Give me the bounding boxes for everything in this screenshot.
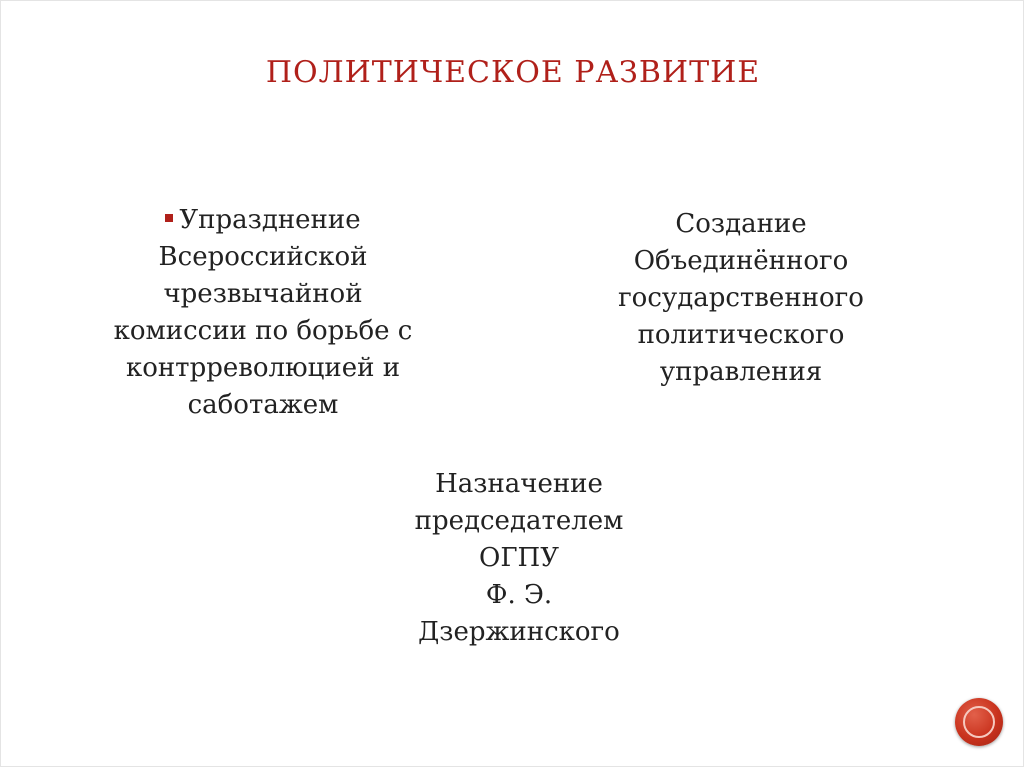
square-bullet-icon xyxy=(165,214,173,222)
right-text-block xyxy=(541,206,941,391)
left-line-2: Всероссийской xyxy=(158,242,368,272)
left-line-6: саботажем xyxy=(187,390,339,420)
left-line-5: контрреволюцией и xyxy=(125,353,401,383)
right-line-2: Объединённого xyxy=(633,246,849,276)
left-line-4: комиссии по борьбе с xyxy=(113,316,413,346)
center-line-3: ОГПУ xyxy=(479,543,559,573)
right-line-5: управления xyxy=(659,357,823,387)
left-line-3: чрезвычайной xyxy=(163,279,363,309)
center-line-4: Ф. Э. xyxy=(485,580,553,610)
left-line-1-text: Упразднение xyxy=(179,205,361,235)
nav-button-ring xyxy=(963,706,995,738)
right-line-4: политического xyxy=(637,320,845,350)
center-line-5: Дзержинского xyxy=(418,617,620,647)
right-line-1: Создание xyxy=(675,209,807,239)
left-line-1 xyxy=(63,202,463,239)
left-text-block xyxy=(63,202,463,424)
circle-navigation-icon[interactable] xyxy=(955,698,1003,746)
center-line-2: председателем xyxy=(414,506,624,536)
right-line-3: государственного xyxy=(618,283,864,313)
center-line-1: Назначение xyxy=(435,469,603,499)
center-text-block xyxy=(319,466,719,651)
slide-title: ПОЛИТИЧЕСКОЕ РАЗВИТИЕ xyxy=(265,55,761,90)
